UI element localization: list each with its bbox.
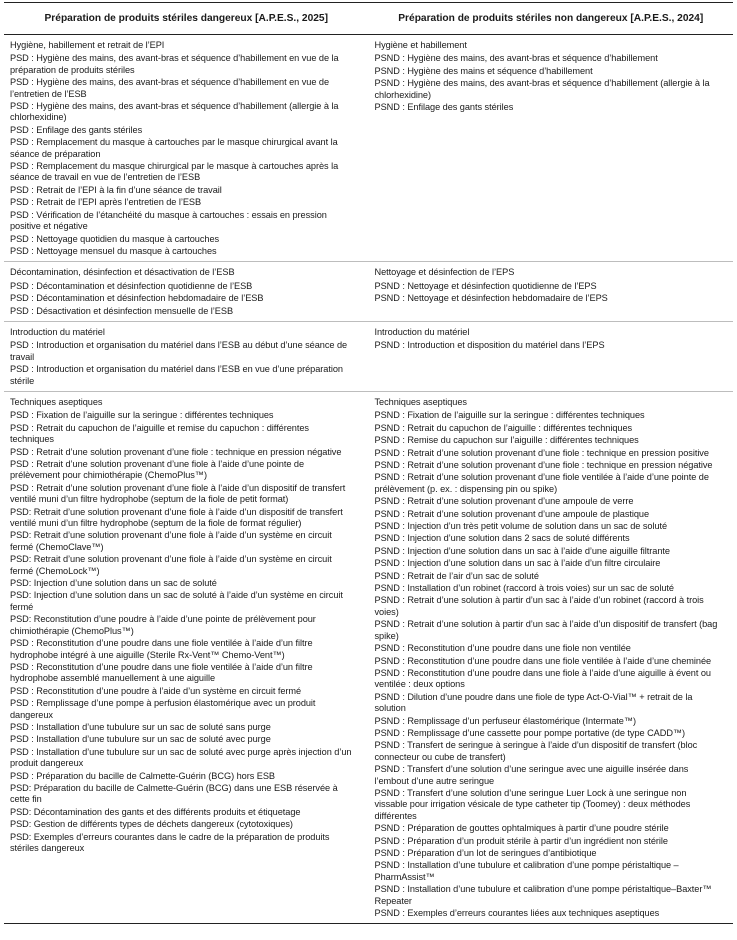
procedure-item: PSND : Injection d’une solution dans un sac à l’aide d’une aiguille filtrante bbox=[374, 545, 670, 556]
procedure-item: PSND : Nettoyage et désinfection hebdomadaire de l’EPS bbox=[374, 293, 608, 304]
procedure-item: PSND : Retrait d’une solution provenant d’une ampoule de verre bbox=[374, 496, 634, 507]
procedure-item: PSND : Retrait du capuchon de l’aiguille : différentes techniques bbox=[374, 422, 633, 433]
procedure-item: PSD : Fixation de l’aiguille sur la seringue : différentes techniques bbox=[10, 410, 274, 421]
procedure-item: PSND : Exemples d’erreurs courantes liées aux techniques aseptiques bbox=[374, 908, 660, 919]
procedure-item: PSD : Désactivation et désinfection mensuelle de l’ESB bbox=[10, 305, 234, 316]
procedure-item: PSND : Remplissage d’une cassette pour pompe portative (de type CADD™) bbox=[374, 727, 686, 738]
procedure-item: PSD : Nettoyage quotidien du masque à cartouches bbox=[10, 233, 220, 244]
procedure-item: PSD : Retrait du capuchon de l’aiguille et remise du capuchon : différentes techniques bbox=[10, 422, 309, 445]
procedure-item: PSD : Retrait de l’EPI à la fin d’une séance de travail bbox=[10, 184, 222, 195]
procedure-item: PSD: Injection d’une solution dans un sac de soluté à l’aide d’un système en circuit fermé bbox=[10, 590, 343, 612]
section-title: Introduction du matériel bbox=[374, 326, 470, 337]
table-row bbox=[4, 322, 733, 392]
procedure-item: PSD : Préparation du bacille de Calmette-Guérin (BCG) hors ESB bbox=[10, 770, 275, 781]
procedure-item: PSND : Hygiène des mains, des avant-bras et séquence d’habillement (allergie à la chlorhexidine) bbox=[374, 78, 710, 100]
procedure-item: PSD : Retrait d’une solution provenant d’une fiole à l’aide d’un dispositif de transfert ventilé muni d’un filtre hydrophobe (septum de la fiole de petit format) bbox=[10, 482, 346, 505]
procedure-item: PSD: Préparation du bacille de Calmette-Guérin (BCG) dans une ESB réservée à cette fin bbox=[10, 782, 338, 805]
procedure-item: PSD : Retrait d’une solution provenant d’une fiole à l’aide d’une pointe de prélèvement pour chimiothérapie (ChemoPlus™) bbox=[10, 459, 305, 481]
procedure-item: PSD: Retrait d’une solution provenant d’une fiole à l’aide d’un système en circuit fermé (ChemoClave™) bbox=[10, 530, 332, 552]
procedure-item: PSD : Retrait de l’EPI après l’entretien de l’ESB bbox=[10, 197, 202, 208]
procedure-item: PSND : Préparation d’un lot de seringues d’antibiotique bbox=[374, 848, 597, 858]
procedure-item: PSD : Reconstitution d’une poudre dans une fiole ventilée à l’aide d’un filtre hydrophobe assemblé manuellement à une aiguille bbox=[10, 661, 313, 684]
table-header bbox=[4, 2, 733, 35]
procedure-item: PSND : Préparation d’un produit stérile à partir d’un ingrédient non stérile bbox=[374, 835, 668, 846]
procedure-item: PSND : Reconstitution d’une poudre dans une fiole non ventilée bbox=[374, 643, 631, 654]
procedure-item: PSND : Dilution d’une poudre dans une fiole de type Act-O-Vial™ + retrait de la solution bbox=[374, 691, 693, 714]
procedure-item: PSD: Décontamination des gants et des différents produits et étiquetage bbox=[10, 806, 301, 817]
procedure-item: PSD: Gestion de différents types de déchets dangereux (cytotoxiques) bbox=[10, 819, 293, 830]
procedure-item: PSND : Injection d’une solution dans un sac à l’aide d’un filtre circulaire bbox=[374, 558, 661, 569]
cell-hazardous bbox=[4, 262, 369, 321]
cell-hazardous bbox=[4, 392, 369, 923]
comparison-table bbox=[4, 2, 733, 924]
procedure-item: PSD: Reconstitution d’une poudre à l’aide d’une pointe de prélèvement pour chimiothérapie (ChemoPlus™) bbox=[10, 614, 316, 636]
procedure-item: PSD : Installation d’une tubulure sur un sac de soluté avec purge bbox=[10, 734, 271, 745]
procedure-item: PSD : Décontamination et désinfection hebdomadaire de l’ESB bbox=[10, 293, 264, 304]
procedure-item: PSND : Enfilage des gants stériles bbox=[374, 102, 514, 113]
procedure-item: PSD: Retrait d’une solution provenant d’une fiole à l’aide d’un dispositif de transfert ventilé muni d’un filtre hydrophobe (septum de la fiole de format régulier) bbox=[10, 506, 343, 529]
procedure-item: PSD: Exemples d’erreurs courantes dans le cadre de la préparation de produits stériles dangereux bbox=[10, 831, 330, 853]
cell-hazardous bbox=[4, 35, 369, 261]
cell-non-hazardous bbox=[369, 392, 734, 923]
procedure-item: PSND : Retrait d’une solution provenant d’une fiole : technique en pression positive bbox=[374, 447, 709, 458]
procedure-item: PSND : Injection d’une solution dans 2 sacs de soluté différents bbox=[374, 533, 630, 544]
procedure-item: PSD : Remplissage d’une pompe à perfusion élastomérique avec un produit dangereux bbox=[10, 698, 316, 720]
procedure-item: PSND : Injection d’un très petit volume de solution dans un sac de soluté bbox=[374, 521, 668, 532]
procedure-item: PSND : Transfert de seringue à seringue à l’aide d’un dispositif de transfert (bloc connecteur ou cube de transfert) bbox=[374, 740, 698, 762]
cell-non-hazardous bbox=[369, 35, 734, 261]
procedure-item: PSND : Retrait de l’air d’un sac de soluté bbox=[374, 570, 539, 581]
procedure-item: PSD : Nettoyage mensuel du masque à cartouches bbox=[10, 245, 217, 256]
section-title: Décontamination, désinfection et désactivation de l’ESB bbox=[10, 267, 235, 278]
section-title: Techniques aseptiques bbox=[374, 396, 467, 407]
procedure-item: PSND : Hygiène des mains et séquence d’habillement bbox=[374, 65, 593, 76]
procedure-item: PSD : Retrait d’une solution provenant d’une fiole : technique en pression négative bbox=[10, 446, 342, 457]
procedure-item: PSND : Préparation de gouttes ophtalmiques à partir d’une poudre stérile bbox=[374, 823, 669, 834]
section-title: Techniques aseptiques bbox=[10, 396, 103, 407]
procedure-item: PSND : Installation d’un robinet (raccord à trois voies) sur un sac de soluté bbox=[374, 583, 674, 594]
procedure-item: PSND : Retrait d’une solution provenant d’une ampoule de plastique bbox=[374, 508, 650, 519]
procedure-item: PSND : Reconstitution d’une poudre dans une fiole à l’aide d’une aiguille à évent ou ventilée : deux options bbox=[374, 667, 711, 690]
procedure-item: PSD : Introduction et organisation du matériel dans l’ESB au début d’une séance de travail bbox=[10, 340, 348, 362]
procedure-item: PSD : Hygiène des mains, des avant-bras et séquence d’habillement en vue de la préparation de produits stériles bbox=[10, 53, 339, 75]
procedure-item: PSND : Reconstitution d’une poudre dans une fiole ventilée à l’aide d’une cheminée bbox=[374, 655, 712, 666]
procedure-item: PSD : Enfilage des gants stériles bbox=[10, 124, 143, 135]
section-title: Introduction du matériel bbox=[10, 326, 105, 337]
procedure-item: PSND : Fixation de l’aiguille sur la seringue : différentes techniques bbox=[374, 410, 645, 421]
table-row bbox=[4, 262, 733, 322]
procedure-item: PSD : Reconstitution d’une poudre à l’aide d’un système en circuit fermé bbox=[10, 685, 302, 696]
procedure-item: PSND : Hygiène des mains, des avant-bras et séquence d’habillement bbox=[374, 53, 658, 64]
header-non-hazardous: Préparation de produits stériles non dangereux [A.P.E.S., 2024] bbox=[398, 13, 704, 24]
cell-hazardous bbox=[4, 322, 369, 391]
header-hazardous: Préparation de produits stériles dangereux [A.P.E.S., 2025] bbox=[44, 13, 328, 24]
section-title: Nettoyage et désinfection de l’EPS bbox=[374, 267, 515, 278]
procedure-item: PSD : Décontamination et désinfection quotidienne de l’ESB bbox=[10, 280, 253, 291]
procedure-item: PSD : Hygiène des mains, des avant-bras et séquence d’habillement (allergie à la chlorhexidine) bbox=[10, 101, 339, 123]
procedure-item: PSND : Introduction et disposition du matériel dans l’EPS bbox=[374, 340, 605, 351]
procedure-item: PSND : Retrait d’une solution provenant d’une fiole : technique en pression négative bbox=[374, 460, 713, 470]
table-row bbox=[4, 35, 733, 262]
procedure-item: PSND : Retrait d’une solution à partir d’un sac à l’aide d’un robinet (raccord à trois voies) bbox=[374, 595, 704, 617]
procedure-item: PSD: Injection d’une solution dans un sac de soluté bbox=[10, 578, 217, 589]
procedure-item: PSND : Installation d’une tubulure et calibration d’une pompe péristaltique–Baxter™ Repeater bbox=[374, 884, 712, 906]
procedure-item: PSD : Remplacement du masque chirurgical par le masque à cartouches après la séance de travail en vue de l’entretien de l’ESB bbox=[10, 161, 339, 183]
procedure-item: PSND : Nettoyage et désinfection quotidienne de l’EPS bbox=[374, 280, 597, 291]
procedure-item: PSND : Transfert d’une solution d’une seringue Luer Lock à une seringue non vissable pour irrigation vésicale de type catheter tip (Toomey) : deux méthodes différentes bbox=[374, 787, 691, 821]
procedure-item: PSD : Reconstitution d’une poudre dans une fiole ventilée à l’aide d’un filtre hydrophobe intégré à une aiguille (Sterile Rx-Vent™ Chemo-Vent™) bbox=[10, 638, 313, 660]
section-title: Hygiène et habillement bbox=[374, 40, 467, 50]
procedure-item: PSND : Transfert d’une solution d’une seringue avec une aiguille insérée dans l’embout d’une autre seringue bbox=[374, 764, 689, 786]
procedure-item: PSND : Retrait d’une solution provenant d’une fiole ventilée à l’aide d’une pointe de prélèvement (p. ex. : dispensing pin ou spike) bbox=[374, 472, 709, 494]
procedure-item: PSD : Installation d’une tubulure sur un sac de soluté sans purge bbox=[10, 721, 271, 732]
procedure-item: PSD: Retrait d’une solution provenant d’une fiole à l’aide d’un système en circuit fermé (ChemoLock™) bbox=[10, 554, 332, 576]
procedure-item: PSND : Installation d’une tubulure et calibration d’une pompe péristaltique – PharmAssist™ bbox=[374, 860, 679, 882]
procedure-item: PSND : Remise du capuchon sur l’aiguille : différentes techniques bbox=[374, 435, 639, 446]
table-row bbox=[4, 392, 733, 924]
procedure-item: PSND : Retrait d’une solution à partir d’un sac à l’aide d’un dispositif de transfert (bag spike) bbox=[374, 619, 718, 641]
section-title: Hygiène, habillement et retrait de l’EPI bbox=[10, 40, 165, 50]
procedure-item: PSD : Vérification de l’étanchéité du masque à cartouches : essais en pression positive et négative bbox=[10, 209, 327, 232]
cell-non-hazardous bbox=[369, 322, 734, 391]
procedure-item: PSD : Remplacement du masque à cartouches par le masque chirurgical avant la séance de préparation bbox=[10, 137, 338, 159]
cell-non-hazardous bbox=[369, 262, 734, 321]
procedure-item: PSD : Introduction et organisation du matériel dans l’ESB en vue d’une préparation stérile bbox=[10, 364, 343, 386]
procedure-item: PSND : Remplissage d’un perfuseur élastomérique (Intermate™) bbox=[374, 715, 637, 726]
procedure-item: PSD : Hygiène des mains, des avant-bras et séquence d’habillement en vue de l’entretien de l’ESB bbox=[10, 77, 330, 99]
procedure-item: PSD : Installation d’une tubulure sur un sac de soluté avec purge après injection d’un produit dangereux bbox=[10, 746, 352, 769]
